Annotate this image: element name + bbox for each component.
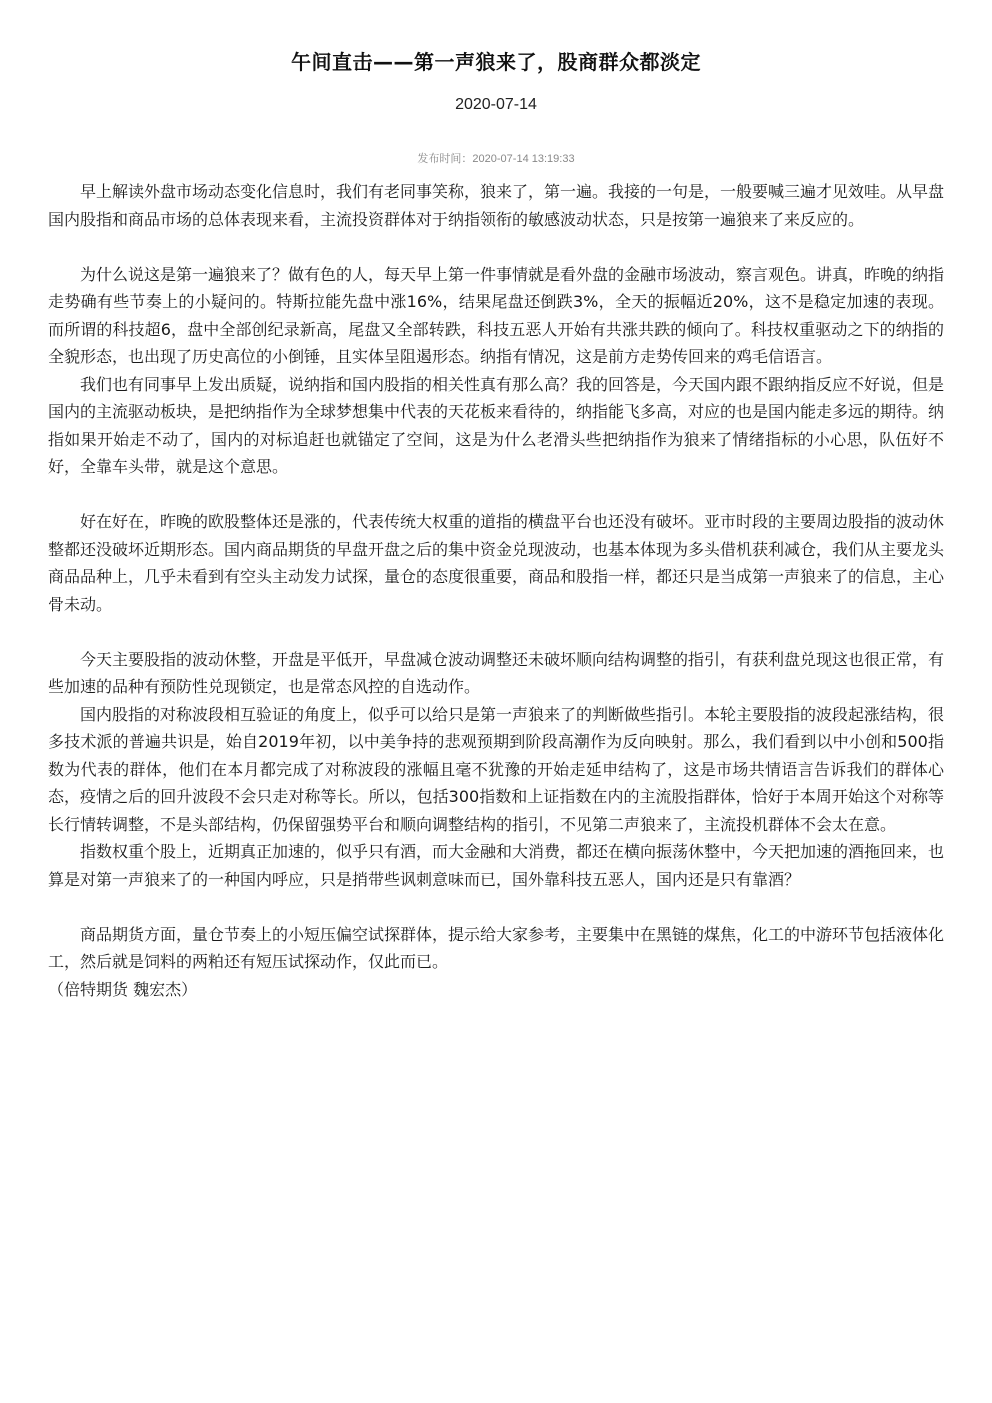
paragraph: 早上解读外盘市场动态变化信息时，我们有老同事笑称，狼来了，第一遍。我接的一句是，一般要喊三遍才见效哇。从早盘国内股指和商品市场的总体表现来看，主流投资群体对于纳指领衔的敏感波动状态，只是按第一遍狼来了来反应的。 <box>48 182 945 229</box>
article-date: 2020-07-14 <box>455 96 537 113</box>
paragraph: 国内股指的对称波段相互验证的角度上，似乎可以给只是第一声狼来了的判断做些指引。本轮主要股指的波段起涨结构，很多技术派的普遍共识是，始自2019年初，以中美争持的悲观预期到阶段高潮作为反向映射。那么，我们看到以中小创和500指数为代表的群体，他们在本月都完成了对称波段的涨幅且毫不犹豫的开始走延申结构了，这是市场共情语言告诉我们的群体心态，疫情之后的回升波段不会只走对称等长。所以，包括300指数和上证指数在内的主流股指群体，恰好于本周开始这个对称等长行情转调整，不是头部结构，仍保留强势平台和顺向调整结构的指引，不见第二声狼来了，主流投机群体不会太在意。 <box>48 704 945 834</box>
paragraph: 今天主要股指的波动休整，开盘是平低开，早盘减仓波动调整还未破坏顺向结构调整的指引，有获利盘兑现这也很正常，有些加速的品种有预防性兑现锁定，也是常态风控的自选动作。 <box>48 649 945 696</box>
article-title: 午间直击——第一声狼来了，股商群众都淡定 <box>291 50 701 74</box>
paragraph: 商品期货方面，量仓节奏上的小短压偏空试探群体，提示给大家参考，主要集中在黑链的煤焦，化工的中游环节包括液体化工，然后就是饲料的两粕还有短压试探动作，仅此而已。 <box>48 924 945 971</box>
publish-time: 发布时间：2020-07-14 13:19:33 <box>417 153 575 165</box>
paragraph: 为什么说这是第一遍狼来了？做有色的人，每天早上第一件事情就是看外盘的金融市场波动，察言观色。讲真，昨晚的纳指走势确有些节奏上的小疑问的。特斯拉能先盘中涨16%，结果尾盘还倒跌3%，全天的振幅近20%，这不是稳定加速的表现。而所谓的科技超6，盘中全部创纪录新高，尾盘又全部转跌，科技五恶人开始有共涨共跌的倾向了。科技权重驱动之下的纳指的全貌形态，也出现了历史高位的小倒锤，且实体呈阻遏形态。纳指有情况，这是前方走势传回来的鸡毛信语言。 <box>48 264 945 366</box>
paragraph: 我们也有同事早上发出质疑，说纳指和国内股指的相关性真有那么高？我的回答是，今天国内跟不跟纳指反应不好说，但是国内的主流驱动板块，是把纳指作为全球梦想集中代表的天花板来看待的，纳指能飞多高，对应的也是国内能走多远的期待。纳指如果开始走不动了，国内的对标追赶也就锚定了空间，这是为什么老滑头些把纳指作为狼来了情绪指标的小心思，队伍好不好，全靠车头带，就是这个意思。 <box>48 374 945 476</box>
author-signature: （倍特期货 魏宏杰） <box>48 979 198 999</box>
paragraph: 指数权重个股上，近期真正加速的，似乎只有酒，而大金融和大消费，都还在横向振荡休整中，今天把加速的酒拖回来，也算是对第一声狼来了的一种国内呼应，只是捎带些讽刺意味而已，国外靠科技五恶人，国内还是只有靠酒？ <box>48 842 945 889</box>
article-body <box>48 178 944 1003</box>
paragraph: 好在好在，昨晚的欧股整体还是涨的，代表传统大权重的道指的横盘平台也还没有破坏。亚市时段的主要周边股指的波动休整都还没破坏近期形态。国内商品期货的早盘开盘之后的集中资金兑现波动，也基本体现为多头借机获利减仓，我们从主要龙头商品品种上，几乎未看到有空头主动发力试探，量仓的态度很重要，商品和股指一样，都还只是当成第一声狼来了的信息，主心骨未动。 <box>48 512 945 614</box>
